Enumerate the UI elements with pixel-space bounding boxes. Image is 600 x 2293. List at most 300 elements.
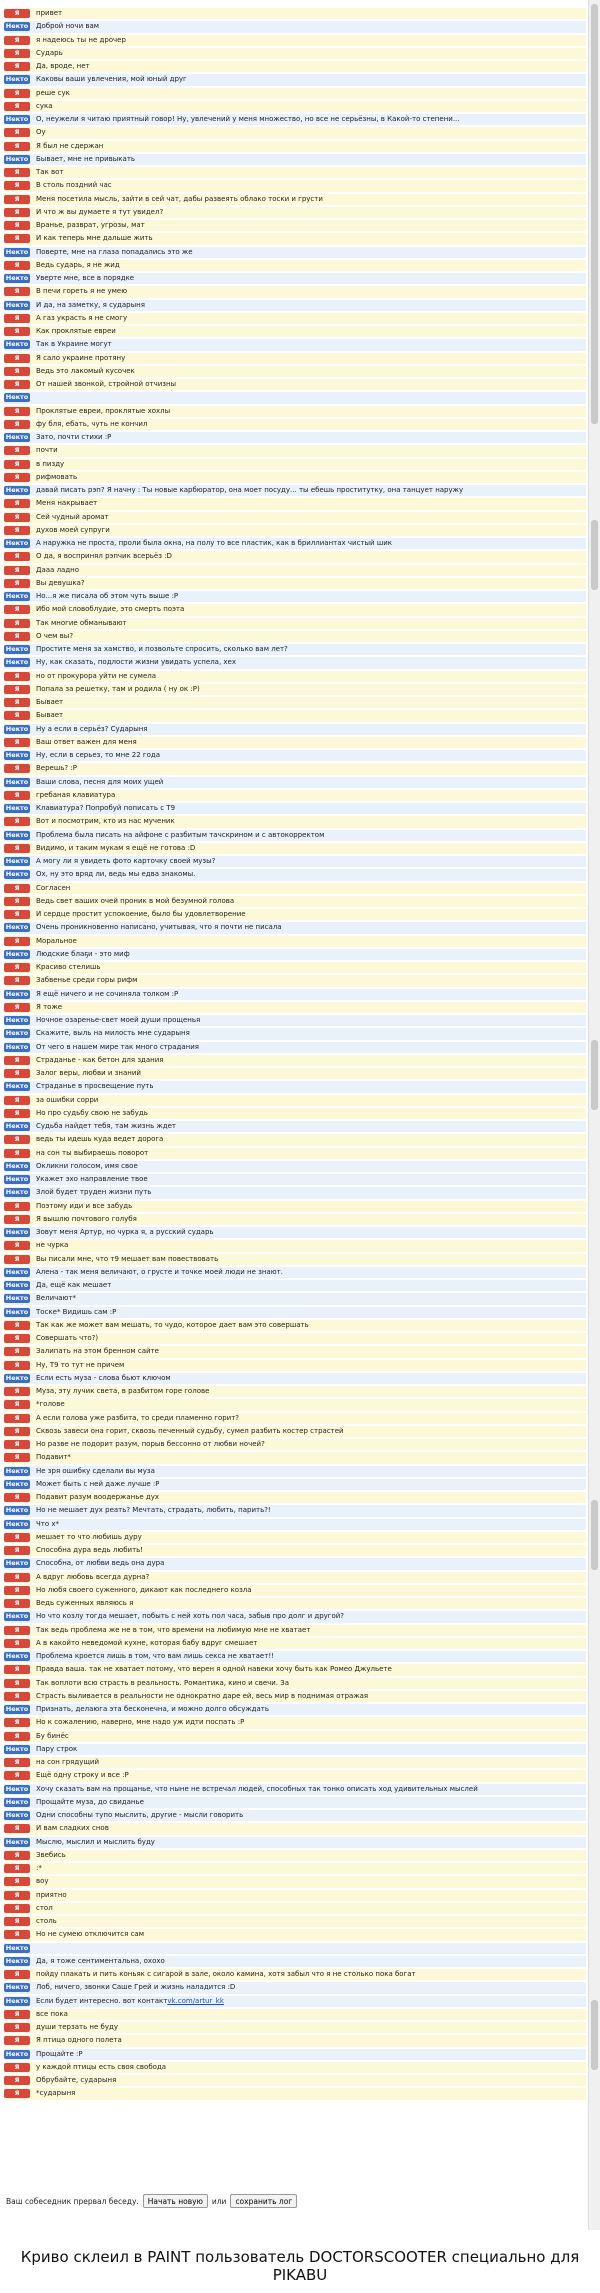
message-text: Укажет эхо направление твое — [36, 1175, 148, 1184]
chat-message — [4, 1625, 586, 1636]
chat-message — [4, 8, 586, 19]
message-text: Может быть с ней даже лучше :Р — [36, 1479, 160, 1488]
sender-badge-me: Я — [4, 287, 30, 296]
sender-badge-me: Я — [4, 1334, 30, 1343]
message-text: Очень проникновенно написано, учитывая, что я почти не писала — [36, 923, 282, 932]
sender-badge-me: Я — [4, 234, 30, 243]
chat-message — [4, 803, 586, 814]
chat-message — [4, 1134, 586, 1145]
chat-message — [4, 1148, 586, 1159]
message-text: Ну, как сказать, подлости жизни увидать успела, хех — [36, 658, 236, 667]
message-text: Проблема была писать на айфоне с разбитым тачскрином и с автокорректом — [36, 830, 325, 839]
chat-message — [4, 2088, 586, 2099]
message-text: Бывает, мне не привыкать — [36, 154, 136, 163]
chat-message — [4, 127, 586, 138]
status-text: Ваш собеседник прервал беседу. — [6, 2196, 139, 2206]
message-text: Способна, от любви ведь она дура — [36, 1559, 165, 1568]
chat-message — [4, 1598, 586, 1609]
sender-badge-stranger: Некто — [5, 1122, 29, 1131]
message-text: Ваши слова, песня для моих ущей — [36, 777, 164, 786]
chat-message — [4, 1095, 586, 1106]
message-link[interactable]: vk.com/artur_kk — [167, 1996, 224, 2005]
message-text: Ведь это лакомый кусочек — [36, 366, 135, 375]
chat-message — [4, 591, 586, 602]
sender-badge-me: Я — [4, 9, 30, 18]
sender-badge-me: Я — [4, 1003, 30, 1012]
scrollbar-thumb[interactable] — [591, 1040, 598, 1110]
chat-message — [4, 697, 586, 708]
message-text: Так вот — [36, 168, 64, 177]
sender-badge-me: Я — [4, 446, 30, 455]
chat-message — [4, 1651, 586, 1662]
or-text: или — [211, 2196, 227, 2206]
save-log-button[interactable]: сохранить лог — [230, 2194, 297, 2208]
chat-message — [4, 1916, 586, 1927]
chat-message — [4, 1333, 586, 1344]
message-text: воу — [36, 1877, 49, 1886]
scrollbar-thumb[interactable] — [591, 2000, 598, 2070]
sender-badge-me: Я — [4, 128, 30, 137]
sender-badge-me: Я — [4, 1692, 30, 1701]
chat-message — [4, 1439, 586, 1450]
sender-badge-me: Я — [4, 221, 30, 230]
chat-message — [4, 1466, 586, 1477]
message-text: Так ведь проблема же не в том, что времени на любимую мне не хватает — [36, 1625, 311, 1634]
chat-message — [4, 1161, 586, 1172]
sender-badge-me: Я — [4, 327, 30, 336]
message-text: Поверте, мне на глаза попадались это же — [36, 247, 193, 256]
sender-badge-me: Я — [4, 407, 30, 416]
message-text: Бывает — [36, 711, 64, 720]
sender-badge-me: Я — [4, 1149, 30, 1158]
sender-badge-me: Я — [4, 499, 30, 508]
chat-message — [4, 207, 586, 218]
message-text: Прощайте муза, до свиданье — [36, 1797, 144, 1806]
sender-badge-me: Я — [4, 1665, 30, 1674]
chat-message — [4, 1042, 586, 1053]
chat-message — [4, 1452, 586, 1463]
message-text: Я тоже — [36, 1002, 63, 1011]
chat-message — [4, 1320, 586, 1331]
sender-badge-stranger: Некто — [5, 1506, 29, 1515]
chat-message — [4, 1307, 586, 1318]
message-text: почти — [36, 446, 58, 455]
message-text: не чурка — [36, 1241, 69, 1250]
message-text: Ещё одну строку и все :Р — [36, 1771, 129, 1780]
sender-badge-me: Я — [4, 1599, 30, 1608]
message-text: Тоске* Видишь сам :Р — [36, 1307, 117, 1316]
sender-badge-me: Я — [4, 1758, 30, 1767]
sender-badge-stranger: Некто — [5, 1797, 29, 1806]
message-text: И как теперь мне дальше жить — [36, 234, 153, 243]
sender-badge-stranger: Некто — [5, 1652, 29, 1661]
chat-message — [4, 445, 586, 456]
sender-badge-stranger: Некто — [5, 1559, 29, 1568]
message-text: Величают* — [36, 1294, 77, 1303]
chat-message — [4, 922, 586, 933]
message-text: Но...я же писала об этом чуть выше :Р — [36, 592, 179, 601]
chat-message — [4, 1982, 586, 1993]
chat-message — [4, 949, 586, 960]
sender-badge-stranger: Некто — [5, 486, 29, 495]
sender-badge-stranger: Некто — [5, 1466, 29, 1475]
sender-badge-me: Я — [4, 566, 30, 575]
chat-message — [4, 459, 586, 470]
sender-badge-stranger: Некто — [5, 724, 29, 733]
message-text: Дааа ладно — [36, 565, 80, 574]
chat-message — [4, 61, 586, 72]
chat-message — [4, 1108, 586, 1119]
chat-message — [4, 1545, 586, 1556]
sender-badge-me: Я — [4, 354, 30, 363]
message-text: Но про судьбу свою не забудь — [36, 1108, 148, 1117]
message-text: стол — [36, 1903, 53, 1912]
sender-badge-stranger: Некто — [5, 1744, 29, 1753]
chat-message — [4, 1770, 586, 1781]
sender-badge-stranger: Некто — [5, 1029, 29, 1038]
chat-message — [4, 220, 586, 231]
message-text: Я ещё ничего и не сочиняла толком :Р — [36, 989, 179, 998]
message-text: за ошибки сорри — [36, 1095, 99, 1104]
message-text: Если будет интересно. вот контакт — [36, 1996, 168, 2005]
message-text: Судьба найдет тебя, там жизнь ждет — [36, 1122, 176, 1131]
message-text: Что х* — [36, 1519, 60, 1528]
chat-message — [4, 724, 586, 735]
message-text: Я сало украине протяну — [36, 353, 126, 362]
chat-message — [4, 326, 586, 337]
chat-message — [4, 286, 586, 297]
chat-message — [4, 1943, 586, 1954]
sender-badge-me: Я — [4, 62, 30, 71]
sender-badge-stranger: Некто — [5, 857, 29, 866]
message-text: :* — [36, 1864, 42, 1873]
message-text: В столь поздний час — [36, 181, 112, 190]
chat-message — [4, 1373, 586, 1384]
chat-message — [4, 565, 586, 576]
message-text: Окликни голосом, имя свое — [36, 1161, 138, 1170]
message-text: рифмовать — [36, 472, 78, 481]
sender-badge-me: Я — [4, 897, 30, 906]
message-text: Но не сумею отключится сам — [36, 1930, 144, 1939]
message-text: А наружка не проста, проли была окна, на полу то все пластик, как в бриллиантах чистый шик — [36, 539, 393, 548]
new-chat-button[interactable]: Начать новую — [143, 2194, 208, 2208]
message-text: сука — [36, 101, 53, 110]
sender-badge-me: Я — [4, 632, 30, 641]
message-text: Страданье - как бетон для здания — [36, 1055, 164, 1064]
message-text: Страданье в просвещение путь — [36, 1082, 154, 1091]
sender-badge-me: Я — [4, 1917, 30, 1926]
message-text: А в какойто неведомой кухне, которая бабу вдруг смешает — [36, 1638, 258, 1647]
sender-badge-me: Я — [4, 672, 30, 681]
sender-badge-me: Я — [4, 1771, 30, 1780]
chat-message — [4, 101, 586, 112]
scrollbar-thumb[interactable] — [591, 520, 598, 590]
message-text: Прощайте :Р — [36, 2049, 83, 2058]
chat-message — [4, 379, 586, 390]
chat-message — [4, 1479, 586, 1490]
message-text: Клавиатура? Попробуй попиcать с Т9 — [36, 804, 176, 813]
sender-badge-stranger: Некто — [5, 1307, 29, 1316]
chat-message — [4, 1055, 586, 1066]
chat-message — [4, 2035, 586, 2046]
message-text: Мыслю, мыслил и мыслить буду — [36, 1837, 155, 1846]
sender-badge-me: Я — [4, 2076, 30, 2085]
sender-badge-stranger: Некто — [5, 989, 29, 998]
chat-message — [4, 869, 586, 880]
message-text: Сей чудный аромат — [36, 512, 109, 521]
message-text: Способна дура ведь любить! — [36, 1546, 144, 1555]
message-text: Так многие обманывают — [36, 618, 127, 627]
message-text: И вам сладких снов — [36, 1824, 109, 1833]
chat-message — [4, 1585, 586, 1596]
chat-message — [4, 1678, 586, 1689]
sender-badge-me: Я — [4, 1533, 30, 1542]
message-text: Согласен — [36, 883, 71, 892]
chat-message — [4, 631, 586, 642]
message-text: Скажите, выль на милость мне сударыня — [36, 1029, 190, 1038]
chat-message — [4, 406, 586, 417]
chat-message — [4, 644, 586, 655]
message-text: Ведь свет ваших очей проник в мой безумной голова — [36, 896, 235, 905]
sender-badge-stranger: Некто — [5, 154, 29, 163]
caption: Криво склеил в PAINT пользователь DOCTORSCOOTER специально для PIKABU — [20, 2248, 580, 2284]
chat-message — [4, 1413, 586, 1424]
message-text: Так в Украине могут — [36, 340, 112, 349]
message-text: Залипать на этом бренном сайте — [36, 1347, 159, 1356]
message-text: Проклятые евреи, проклятые хохлы — [36, 406, 171, 415]
message-text: Злой будет труден жизни путь — [36, 1188, 152, 1197]
chat-message — [4, 1227, 586, 1238]
chat-message — [4, 167, 586, 178]
message-text: Людские блаҕи - это миф — [36, 949, 130, 958]
message-text: но от прокурора уйти не сумела — [36, 671, 157, 680]
chat-message — [4, 74, 586, 85]
chat-message — [4, 313, 586, 324]
sender-badge-me: Я — [4, 473, 30, 482]
sender-badge-stranger: Некто — [5, 1983, 29, 1992]
sender-badge-stranger: Некто — [5, 539, 29, 548]
sender-badge-stranger: Некто — [5, 1228, 29, 1237]
sender-badge-me: Я — [4, 1400, 30, 1409]
sender-badge-me: Я — [4, 844, 30, 853]
chat-message — [4, 777, 586, 788]
message-text: Да, я тоже сентиментальна, охохо — [36, 1956, 165, 1965]
message-text: Каковы ваши увлечения, мой юный друг — [36, 75, 187, 84]
chat-message — [4, 1611, 586, 1622]
chat-message — [4, 1492, 586, 1503]
chat-message — [4, 1068, 586, 1079]
chat-message — [4, 684, 586, 695]
chat-message — [4, 1360, 586, 1371]
message-text: О, неужели я читаю приятный говор! Ну, увлечений у меня множество, но все не серьёзны, в Какой-то степени... — [36, 115, 460, 124]
sender-badge-me: Я — [4, 2089, 30, 2098]
message-text: Но любя своего суженного, дикают как последнего козла — [36, 1585, 252, 1594]
chat-message — [4, 1426, 586, 1437]
message-text: Ох, ну это вряд ли, ведь мы едва знакомы. — [36, 870, 196, 879]
sender-badge-stranger: Некто — [5, 1294, 29, 1303]
sender-badge-stranger: Некто — [5, 1188, 29, 1197]
sender-badge-me: Я — [4, 181, 30, 190]
message-text: Лоб, ничего, звонки Саше Грей и жизнь наладится :D — [36, 1983, 236, 1992]
message-text: И сердце простит успокоение, было бы удовлетворение — [36, 910, 246, 919]
sender-badge-me: Я — [4, 1215, 30, 1224]
message-text: я надеюсь ты не дрочер — [36, 35, 126, 44]
chat-message — [4, 1784, 586, 1795]
message-text: души терзать не буду — [36, 2023, 118, 2032]
message-text: Алена - так меня величают, о грусте и точке моей люди не знают. — [36, 1267, 283, 1276]
sender-badge-me: Я — [4, 1851, 30, 1860]
chat-message — [4, 2062, 586, 2073]
message-text: И да, на заметку, я сударыня — [36, 300, 145, 309]
chat-message — [4, 1969, 586, 1980]
sender-badge-me: Я — [4, 976, 30, 985]
chat-message — [4, 141, 586, 152]
sender-badge-stranger: Некто — [5, 1042, 29, 1051]
sender-badge-stranger: Некто — [5, 300, 29, 309]
sender-badge-me: Я — [4, 102, 30, 111]
message-text: А могу ли я увидеть фото карточку своей музы? — [36, 857, 216, 866]
chat-message — [4, 1704, 586, 1715]
sender-badge-stranger: Некто — [5, 1996, 29, 2005]
message-text: Сударь — [36, 48, 63, 57]
sender-badge-me: Я — [4, 420, 30, 429]
scrollbar-thumb[interactable] — [591, 4, 598, 424]
chat-message — [4, 48, 586, 59]
chat-message — [4, 273, 586, 284]
chat-message — [4, 114, 586, 125]
sender-badge-stranger: Некто — [5, 1784, 29, 1793]
sender-badge-stranger: Некто — [5, 1837, 29, 1846]
message-text: Зовут меня Артур, но чурка я, а русский сударь — [36, 1228, 214, 1237]
chat-message — [4, 1810, 586, 1821]
message-text: Ведь сударь, я не жид — [36, 260, 120, 269]
scrollbar[interactable] — [588, 0, 600, 2230]
message-text: Я птица одного полета — [36, 2036, 122, 2045]
chat-message — [4, 1293, 586, 1304]
message-text: Забвенье среди горы рифм — [36, 976, 138, 985]
message-text: Да, ещё как мешает — [36, 1281, 112, 1290]
message-text: Страсть выливается в реальности не однократно даре ей, весь мир в поднимая отражая — [36, 1691, 369, 1700]
sender-badge-stranger: Некто — [5, 393, 29, 402]
message-text: гребаная клавиатура — [36, 790, 116, 799]
chat-message — [4, 1346, 586, 1357]
chat-message — [4, 154, 586, 165]
sender-badge-me: Я — [4, 910, 30, 919]
chat-message — [4, 1996, 586, 2007]
chat-message — [4, 1797, 586, 1808]
chat-message — [4, 1187, 586, 1198]
message-text: О чем вы? — [36, 631, 74, 640]
chat-message — [4, 2075, 586, 2086]
message-text: Да, вроде, нет — [36, 62, 90, 71]
message-text: Попала за решетку, там и родила ( ну ок :Р) — [36, 684, 200, 693]
sender-badge-me: Я — [4, 2063, 30, 2072]
sender-badge-me: Я — [4, 1546, 30, 1555]
message-text: Меня посетила мысль, зайти в сей чат, дабы развеять облако тоски и грусти — [36, 194, 323, 203]
message-text: приятно — [36, 1890, 67, 1899]
chat-message — [4, 1505, 586, 1516]
sender-badge-stranger: Некто — [5, 1016, 29, 1025]
message-text: Простите меня за хамство, и позвольте спросить, сколько вам лет? — [36, 645, 288, 654]
chat-message — [4, 339, 586, 350]
chat-message — [4, 366, 586, 377]
message-text: Уверте мне, все в порядке — [36, 274, 135, 283]
chat-message — [4, 710, 586, 721]
sender-badge-me: Я — [4, 1387, 30, 1396]
sender-badge-me: Я — [4, 261, 30, 270]
message-text: Ну, Т9 то тут не причем — [36, 1360, 125, 1369]
sender-badge-stranger: Некто — [5, 433, 29, 442]
chat-message — [4, 896, 586, 907]
chat-message — [4, 180, 586, 191]
chat-message — [4, 1876, 586, 1887]
message-text: А если голова уже разбита, то среди пламенно горит? — [36, 1413, 240, 1422]
scrollbar-thumb[interactable] — [591, 1500, 598, 1570]
chat-message — [4, 1028, 586, 1039]
sender-badge-stranger: Некто — [5, 830, 29, 839]
message-text: Бывает — [36, 698, 64, 707]
sender-badge-me: Я — [4, 1493, 30, 1502]
sender-badge-me: Я — [4, 513, 30, 522]
chat-message — [4, 578, 586, 589]
chat-message — [4, 657, 586, 668]
sender-badge-stranger: Некто — [5, 1267, 29, 1276]
sender-badge-stranger: Некто — [5, 1943, 29, 1952]
sender-badge-me: Я — [4, 1732, 30, 1741]
chat-message — [4, 1638, 586, 1649]
message-text: Я вышлю почтового голубя — [36, 1214, 137, 1223]
message-text: Так воплоти всю страсть в реальность. Романтика, кино и свечи. За — [36, 1678, 290, 1687]
chat-message — [4, 1903, 586, 1914]
sender-badge-me: Я — [4, 36, 30, 45]
sender-badge-stranger: Некто — [5, 1956, 29, 1965]
message-text: Моральное — [36, 936, 77, 945]
message-text: Но разве не подорит разум, порыв бессонно от любви ночей? — [36, 1440, 265, 1449]
sender-badge-stranger: Некто — [5, 777, 29, 786]
sender-badge-me: Я — [4, 1877, 30, 1886]
sender-badge-me: Я — [4, 711, 30, 720]
chat-message — [4, 260, 586, 271]
sender-badge-stranger: Некто — [5, 1705, 29, 1714]
chat-message — [4, 498, 586, 509]
message-text: на сон грядущий — [36, 1758, 100, 1767]
sender-badge-me: Я — [4, 1427, 30, 1436]
message-text: Если есть муза - слова бьют ключом — [36, 1373, 171, 1382]
chat-message — [4, 1081, 586, 1092]
sender-badge-me: Я — [4, 1255, 30, 1264]
chat-message — [4, 1174, 586, 1185]
message-text: Залог веры, любви и знаний — [36, 1069, 141, 1078]
sender-badge-me: Я — [4, 698, 30, 707]
message-text: Поэтому иди и все забудь — [36, 1201, 133, 1210]
sender-badge-me: Я — [4, 142, 30, 151]
sender-badge-stranger: Некто — [5, 923, 29, 932]
chat-message — [4, 2009, 586, 2020]
chat-message — [4, 35, 586, 46]
chat-message — [4, 962, 586, 973]
message-text: Ваш ответ важен для меня — [36, 737, 137, 746]
sender-badge-stranger: Некто — [5, 658, 29, 667]
message-text: Но не мешает дух реать? Мечтать, страдать, любить, парить?! — [36, 1506, 271, 1515]
message-text: Совершать что?) — [36, 1334, 99, 1343]
sender-badge-me: Я — [4, 526, 30, 535]
chat-message — [4, 194, 586, 205]
sender-badge-stranger: Некто — [5, 22, 29, 31]
chat-message — [4, 1386, 586, 1397]
chat-message — [4, 1532, 586, 1543]
chat-message — [4, 353, 586, 364]
sender-badge-me: Я — [4, 2023, 30, 2032]
